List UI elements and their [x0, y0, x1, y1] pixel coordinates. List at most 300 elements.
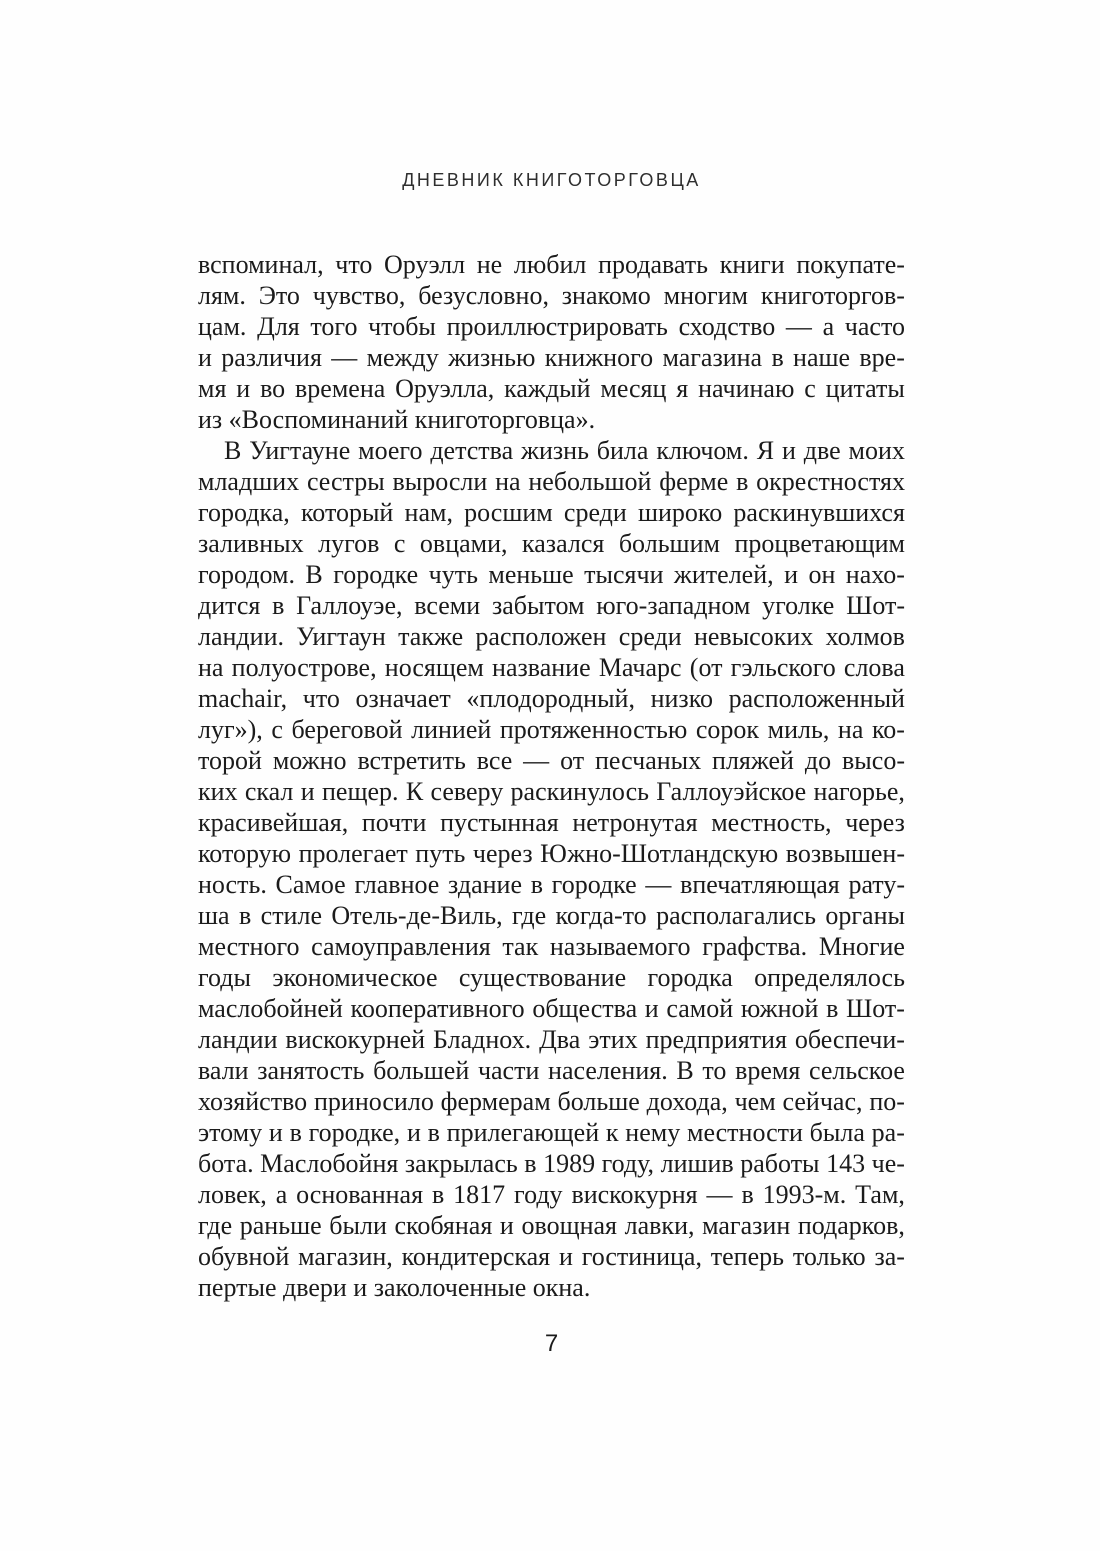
word: теперь	[710, 1242, 784, 1271]
word: линией	[411, 715, 492, 744]
word: в	[826, 994, 839, 1023]
word: название	[492, 653, 591, 682]
word: располагались	[656, 901, 816, 930]
text-line	[198, 280, 905, 311]
word: городка,	[198, 498, 290, 527]
word: этих	[588, 1025, 638, 1054]
word: когда-то	[555, 901, 647, 930]
word: обувной	[198, 1242, 290, 1271]
word: Многие	[818, 932, 905, 961]
word: 143	[826, 1149, 866, 1178]
word: полуострове,	[231, 653, 377, 682]
word: Самое	[275, 870, 346, 899]
text-line	[198, 931, 905, 962]
word: время	[735, 1056, 801, 1085]
word: и	[198, 343, 212, 372]
word: вспоминал,	[198, 250, 324, 279]
word: на	[495, 467, 521, 496]
word: и	[499, 1211, 514, 1240]
word: каждый	[504, 374, 591, 403]
word: лишив	[660, 1149, 734, 1178]
word: всеми	[414, 591, 481, 620]
word: овощная	[521, 1211, 618, 1240]
word: 1989	[543, 1149, 596, 1178]
word: населения.	[548, 1056, 668, 1085]
word: —	[523, 746, 550, 775]
word: Уигтауне	[249, 436, 351, 465]
word: на	[198, 653, 224, 682]
word: скал	[244, 777, 294, 806]
word: В	[305, 560, 323, 589]
word: что	[302, 684, 340, 713]
word: била	[596, 436, 649, 465]
word: проиллюстрировать	[446, 312, 668, 341]
word: северу	[430, 777, 504, 806]
word: сейчас,	[782, 1087, 863, 1116]
word: начинаю	[698, 374, 795, 403]
word: низко	[650, 684, 714, 713]
word: вискокурней	[285, 1025, 426, 1054]
word: Уигтаун	[296, 622, 386, 651]
word: экономическое	[272, 963, 438, 992]
word: подарков,	[797, 1211, 905, 1240]
word: росшим	[464, 498, 553, 527]
word: приносило	[314, 1087, 434, 1116]
word: то	[702, 1056, 727, 1085]
text-line	[198, 1148, 905, 1179]
word: заливных	[198, 529, 304, 558]
word: южной	[740, 994, 819, 1023]
text-line	[198, 373, 905, 404]
word: на	[837, 715, 864, 744]
word: закрылась	[404, 1149, 518, 1178]
word: где	[198, 1211, 233, 1240]
text-line	[198, 528, 905, 559]
word: ра-	[871, 1118, 905, 1147]
word: В	[224, 436, 242, 465]
paragraph	[198, 435, 905, 1303]
word: жизнью	[448, 343, 536, 372]
word: сорок	[695, 715, 760, 744]
text-line	[198, 962, 905, 993]
word: среди	[618, 622, 682, 651]
word: местность,	[711, 808, 832, 837]
word: с	[804, 374, 816, 403]
word: небольшой	[528, 467, 652, 496]
word: любил	[513, 250, 587, 279]
word: рату-	[848, 870, 905, 899]
word: городке	[551, 870, 637, 899]
word: обеспечи-	[794, 1025, 905, 1054]
word: 1993-м.	[762, 1180, 847, 1209]
text-line: пертые двери и заколоченные окна.	[198, 1273, 591, 1302]
word: цитаты	[825, 374, 905, 403]
word: можно	[272, 746, 347, 775]
word: годы	[198, 963, 251, 992]
word: к	[605, 1118, 619, 1147]
word: вали	[198, 1056, 249, 1085]
word: через	[845, 808, 905, 837]
word: этому	[198, 1118, 263, 1147]
word: до	[804, 746, 832, 775]
word: Шот-	[846, 994, 905, 1023]
word: наше	[793, 343, 851, 372]
word: путь	[415, 839, 466, 868]
word: скобяная	[394, 1211, 493, 1240]
word: Галлоуэйское	[656, 777, 807, 806]
text-line	[198, 993, 905, 1024]
word: через	[472, 839, 533, 868]
word: красивейшая,	[198, 808, 349, 837]
word: дится	[198, 591, 261, 620]
word: —	[706, 1180, 733, 1209]
word: гостиница,	[581, 1242, 702, 1271]
word: и	[406, 1118, 421, 1147]
text-line	[198, 776, 905, 807]
word: чтобы	[368, 312, 436, 341]
word: Оруэлла,	[395, 374, 495, 403]
word: чем	[734, 1087, 776, 1116]
word: ландии	[198, 1025, 278, 1054]
text-line	[198, 745, 905, 776]
text-line	[198, 249, 905, 280]
word: я	[676, 374, 689, 403]
word: занятость	[257, 1056, 365, 1085]
text-line	[198, 869, 905, 900]
word: магазин,	[298, 1242, 393, 1271]
word: Шот-	[846, 591, 905, 620]
word: который	[300, 498, 394, 527]
word: и	[784, 560, 798, 589]
word: Галлоуэе,	[296, 591, 403, 620]
word: предприятия	[645, 1025, 787, 1054]
word: —	[645, 870, 672, 899]
word: основанная	[296, 1180, 424, 1209]
word: гэльского	[730, 653, 836, 682]
word: и	[644, 994, 659, 1023]
word: детства	[430, 436, 514, 465]
word: времена	[295, 374, 386, 403]
word: ность.	[198, 870, 267, 899]
word: больше	[557, 1087, 640, 1116]
word: называемого	[549, 932, 691, 961]
text-line	[198, 1241, 905, 1272]
word: многим	[663, 281, 749, 310]
word: ко-	[871, 715, 905, 744]
word: процветающим	[734, 529, 905, 558]
word: по-	[869, 1087, 905, 1116]
word: в	[431, 1180, 445, 1209]
word: нагорье,	[813, 777, 905, 806]
word: мя	[198, 374, 227, 403]
word: в	[530, 870, 543, 899]
word: месяц	[600, 374, 667, 403]
word: Два	[539, 1025, 581, 1054]
word: главное	[354, 870, 440, 899]
word: лугов	[318, 529, 380, 558]
word: сельское	[809, 1056, 905, 1085]
word: —	[331, 343, 358, 372]
word: невысоких	[693, 622, 814, 651]
word: в	[238, 901, 252, 930]
word: нам,	[404, 498, 453, 527]
word: моих	[848, 436, 905, 465]
word: Это	[258, 281, 300, 310]
word: —	[785, 312, 812, 341]
word: большей	[373, 1056, 470, 1085]
word: в	[289, 1118, 302, 1147]
word: фермерам	[440, 1087, 551, 1116]
word: магазин	[702, 1211, 791, 1240]
word: кооперативного	[350, 994, 525, 1023]
word: младших	[198, 467, 300, 496]
word: впечатляющая	[680, 870, 840, 899]
word: возвышен-	[785, 839, 905, 868]
word: означает	[355, 684, 451, 713]
word: лям.	[198, 281, 246, 310]
word: широко	[637, 498, 723, 527]
word: цам.	[198, 312, 247, 341]
text-line	[198, 342, 905, 373]
word: знакомо	[561, 281, 651, 310]
page-number: 7	[544, 1330, 559, 1357]
word: почти	[361, 808, 427, 837]
word: только	[792, 1242, 866, 1271]
word: жизнь	[521, 436, 589, 465]
word: существование	[458, 963, 627, 992]
word: городка	[647, 963, 733, 992]
word: расположен	[475, 622, 607, 651]
text-line	[198, 1179, 905, 1210]
word: две	[803, 436, 841, 465]
word: в	[741, 1180, 754, 1209]
word: органы	[825, 901, 905, 930]
word: где	[512, 901, 547, 930]
text-line	[198, 497, 905, 528]
word: лавки,	[624, 1211, 695, 1240]
word: местности	[686, 1118, 803, 1147]
word: уголке	[762, 591, 835, 620]
word: среди	[563, 498, 627, 527]
word: году,	[601, 1149, 655, 1178]
word: В	[676, 1056, 694, 1085]
word: раскинулось	[510, 777, 649, 806]
text-line	[198, 311, 905, 342]
word: во	[260, 374, 286, 403]
word: нахо-	[845, 560, 905, 589]
word: нетронутая	[572, 808, 698, 837]
word: тысячи	[584, 560, 664, 589]
word: Маслобойня	[260, 1149, 399, 1178]
word: определялось	[754, 963, 905, 992]
word: самоуправления	[311, 932, 491, 961]
word: песчаных	[595, 746, 702, 775]
word: между	[366, 343, 439, 372]
word: ферме	[659, 467, 729, 496]
word: вре-	[859, 343, 905, 372]
running-header	[198, 170, 905, 191]
word: высо-	[842, 746, 905, 775]
word: жителей,	[673, 560, 774, 589]
word: Оруэлл	[384, 250, 466, 279]
word: «плодородный,	[466, 684, 635, 713]
word: которую	[198, 839, 292, 868]
word: так	[502, 932, 539, 961]
word: того	[310, 312, 358, 341]
word: кондитерская	[401, 1242, 551, 1271]
word: и	[268, 1118, 283, 1147]
word: в	[272, 591, 285, 620]
word: К	[405, 777, 424, 806]
word: маслобойней	[198, 994, 343, 1023]
text-line	[198, 1055, 905, 1086]
text-line	[198, 435, 905, 466]
word: протяженностью	[499, 715, 688, 744]
text-line	[198, 807, 905, 838]
word: большим	[618, 529, 720, 558]
text-line	[198, 1024, 905, 1055]
word: сестры	[306, 467, 385, 496]
word: бота.	[198, 1149, 254, 1178]
text-line	[198, 1086, 905, 1117]
word: ловек,	[198, 1180, 267, 1209]
word: (от	[689, 653, 723, 682]
word: и	[236, 374, 251, 403]
word: различия	[221, 343, 322, 372]
word: графства.	[702, 932, 808, 961]
word: стиле	[260, 901, 322, 930]
word: дохода,	[646, 1087, 728, 1116]
word: казался	[522, 529, 605, 558]
word: общества	[532, 994, 638, 1023]
word: городке	[333, 560, 419, 589]
word: ключом.	[656, 436, 749, 465]
word: прилегающей	[446, 1118, 600, 1147]
word: с	[393, 529, 406, 558]
word: ких	[198, 777, 238, 806]
word: 1817	[453, 1180, 506, 1209]
word: части	[477, 1056, 540, 1085]
word: холмов	[825, 622, 905, 651]
text-line	[198, 838, 905, 869]
word: была	[809, 1118, 865, 1147]
word: носящем	[384, 653, 484, 682]
word: сходство	[678, 312, 776, 341]
word: городке,	[308, 1118, 401, 1147]
word: Мачарс	[598, 653, 682, 682]
word: нему	[625, 1118, 681, 1147]
word: торой	[198, 746, 262, 775]
word: Бладнох.	[433, 1025, 532, 1054]
word: ша	[198, 901, 230, 930]
word: хозяйство	[198, 1087, 308, 1116]
word: самой	[666, 994, 734, 1023]
text-line	[198, 683, 905, 714]
word: пляжей	[712, 746, 794, 775]
word: овцами,	[419, 529, 508, 558]
page-footer	[198, 1330, 905, 1358]
word: раскинувшихся	[733, 498, 905, 527]
word: Там,	[855, 1180, 905, 1209]
word: от	[560, 746, 585, 775]
word: моего	[358, 436, 423, 465]
word: в	[427, 1118, 440, 1147]
word: продавать	[598, 250, 709, 279]
word: юго-западном	[596, 591, 751, 620]
word: а	[275, 1180, 288, 1209]
word: береговой	[291, 715, 403, 744]
text-line	[198, 652, 905, 683]
word: слова	[843, 653, 905, 682]
word: расположенный	[728, 684, 905, 713]
word: забытом	[491, 591, 585, 620]
word: чуть	[428, 560, 478, 589]
word: раньше	[239, 1211, 322, 1240]
word: покупате-	[796, 250, 905, 279]
word: пустынная	[440, 808, 559, 837]
text-line	[198, 559, 905, 590]
text-line	[198, 621, 905, 652]
word: были	[329, 1211, 387, 1240]
word: также	[398, 622, 464, 651]
text-line	[198, 1210, 905, 1241]
word: местного	[198, 932, 300, 961]
text-line: из «Воспоминаний книготорговца».	[198, 405, 596, 434]
word: все	[476, 746, 513, 775]
word: Южно-Шотландскую	[540, 839, 779, 868]
word: machair,	[198, 684, 288, 713]
word: он	[808, 560, 836, 589]
word: книжного	[544, 343, 654, 372]
word: и	[300, 777, 315, 806]
text-line	[198, 900, 905, 931]
running-header-title: ДНЕВНИК КНИГОТОРГОВЦА	[402, 170, 701, 190]
word: а	[822, 312, 835, 341]
word: Я	[756, 436, 775, 465]
word: пещер.	[321, 777, 399, 806]
word: чувство,	[312, 281, 406, 310]
word: выросли	[392, 467, 488, 496]
word: книготоргов-	[760, 281, 905, 310]
word: окрестностях	[756, 467, 905, 496]
word: луг»),	[198, 715, 263, 744]
paragraph	[198, 249, 905, 435]
word: магазина	[662, 343, 763, 372]
page-body	[198, 249, 905, 1303]
word: с	[271, 715, 283, 744]
word: и	[781, 436, 796, 465]
word: часто	[844, 312, 905, 341]
word: за-	[874, 1242, 905, 1271]
word: что	[335, 250, 373, 279]
word: не	[476, 250, 503, 279]
word: в	[771, 343, 784, 372]
text-line	[198, 590, 905, 621]
word: Для	[257, 312, 300, 341]
word: безусловно,	[418, 281, 549, 310]
text-line	[198, 714, 905, 745]
word: городом.	[198, 560, 295, 589]
word: вискокурня	[571, 1180, 698, 1209]
text-line	[198, 1117, 905, 1148]
word: в	[736, 467, 749, 496]
word: в	[524, 1149, 537, 1178]
word: че-	[871, 1149, 905, 1178]
text-line	[198, 466, 905, 497]
word: здание	[448, 870, 522, 899]
word: году	[514, 1180, 563, 1209]
word: меньше	[488, 560, 574, 589]
